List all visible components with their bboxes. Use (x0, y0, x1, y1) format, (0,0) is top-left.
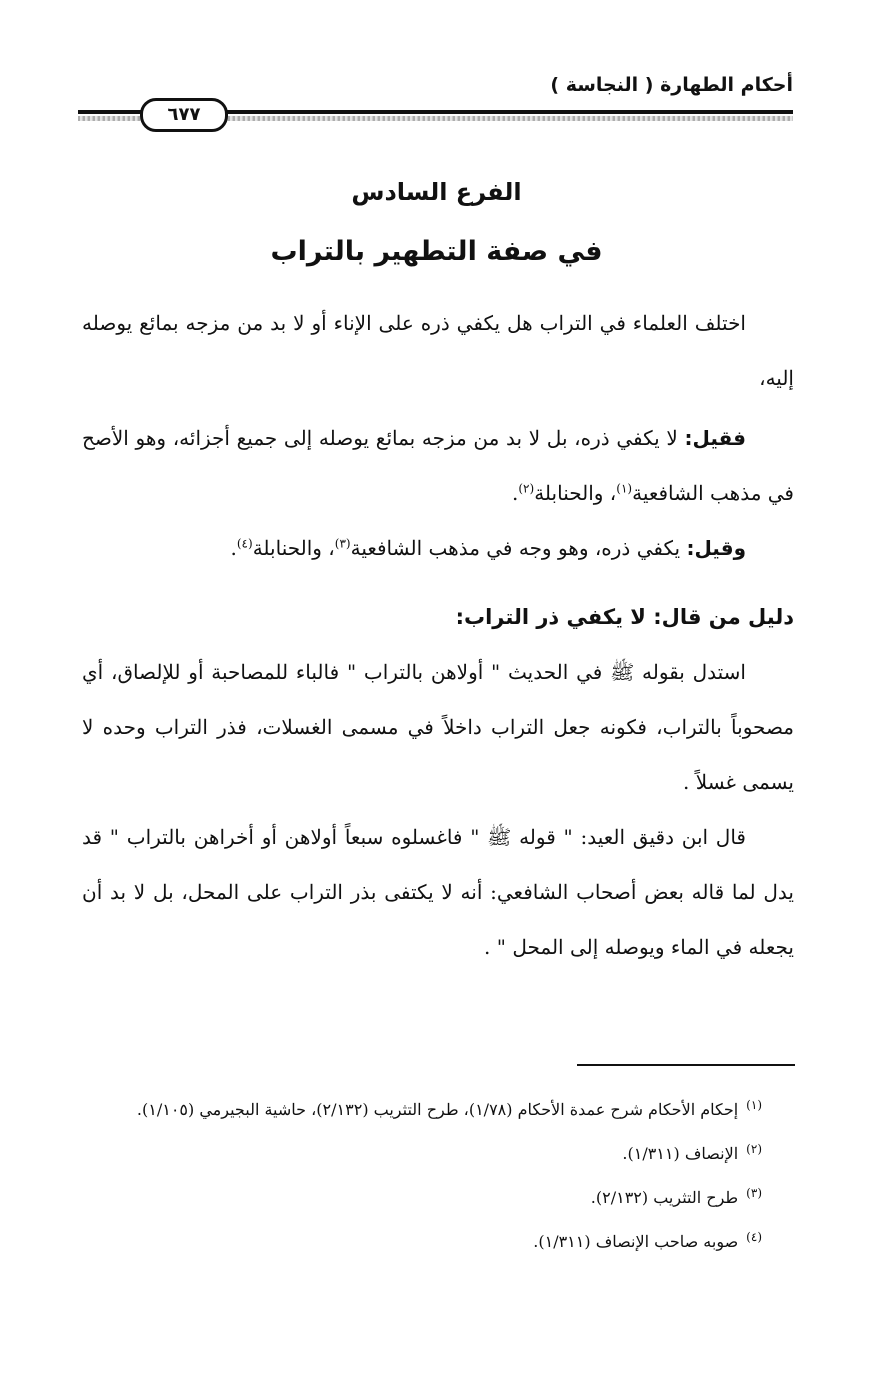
footnote-number: (١) (746, 1097, 762, 1112)
footnote-number: (٤) (746, 1229, 762, 1244)
section-subtitle: في صفة التطهير بالتراب (270, 236, 603, 267)
footnote-text: الإنصاف (١/٣١١). (622, 1144, 739, 1163)
paragraph-intro: اختلف العلماء في التراب هل يكفي ذره على الإناء أو لا بد من مزجه بمائع يوصله إليه، (82, 311, 794, 390)
footnote-item (82, 1176, 794, 1220)
body-text (82, 296, 794, 975)
footnote-item (82, 1132, 794, 1176)
punctuation: . (230, 536, 237, 560)
opinion-lead-label: فقيل: (684, 426, 746, 450)
footnote-separator (577, 1064, 795, 1066)
footnote-item (82, 1088, 794, 1132)
footnote-ref: (٢) (518, 481, 535, 496)
footnote-item (82, 1220, 794, 1264)
punctuation: . (512, 481, 519, 505)
page-header (78, 70, 793, 132)
opinion-text: يكفي ذره، وهو وجه في مذهب الشافعية (350, 536, 687, 560)
footnote-ref: (٤) (236, 536, 253, 551)
opinion-text: ، والحنابلة (252, 536, 335, 560)
footnote-ref: (١) (616, 481, 633, 496)
footnote-text: طرح التثريب (٢/١٣٢). (590, 1188, 739, 1207)
footnotes (82, 1088, 794, 1264)
page-number: ٦٧٧ (140, 98, 228, 132)
section-title: الفرع السادس (351, 178, 522, 206)
footnote-number: (٣) (746, 1185, 762, 1200)
footnote-number: (٢) (746, 1141, 762, 1156)
footnote-ref: (٣) (334, 536, 351, 551)
opinion-text: لا يكفي ذره، بل لا بد من مزجه بمائع يوصله إلى جميع أجزائه، وهو الأصح في مذهب الشافعية (82, 426, 794, 505)
running-title: أحكام الطهارة ( النجاسة ) (550, 74, 793, 96)
paragraph-evidence: استدل بقوله ﷺ في الحديث " أولاهن بالتراب " فالباء للمصاحبة أو للإلصاق، أي مصحوباً بالتراب، فكونه جعل التراب داخلاً في مسمى الغسلات، فذر التراب وحده لا يسمى غسلاً . (82, 660, 794, 794)
paragraph-second-opinion (82, 521, 794, 576)
opinion-lead-label: وقيل: (686, 536, 746, 560)
evidence-heading: دليل من قال: لا يكفي ذر التراب: (455, 605, 794, 629)
paragraph-first-opinion (82, 411, 794, 521)
footnote-text: إحكام الأحكام شرح عمدة الأحكام (١/٧٨)، طرح التثريب (٢/١٣٢)، حاشية البجيرمي (١/١٠٥). (136, 1100, 739, 1119)
opinion-text: ، والحنابلة (534, 481, 617, 505)
footnote-text: صوبه صاحب الإنصاف (١/٣١١). (533, 1232, 739, 1251)
paragraph-quote: قال ابن دقيق العيد: " قوله ﷺ " فاغسلوه سبعاً أولاهن أو أخراهن بالتراب " قد يدل لما قاله بعض أصحاب الشافعي: أنه لا يكتفى بذر التراب على المحل، بل لا بد أن يجعله في الماء ويوصله إلى المحل " . (82, 825, 794, 959)
